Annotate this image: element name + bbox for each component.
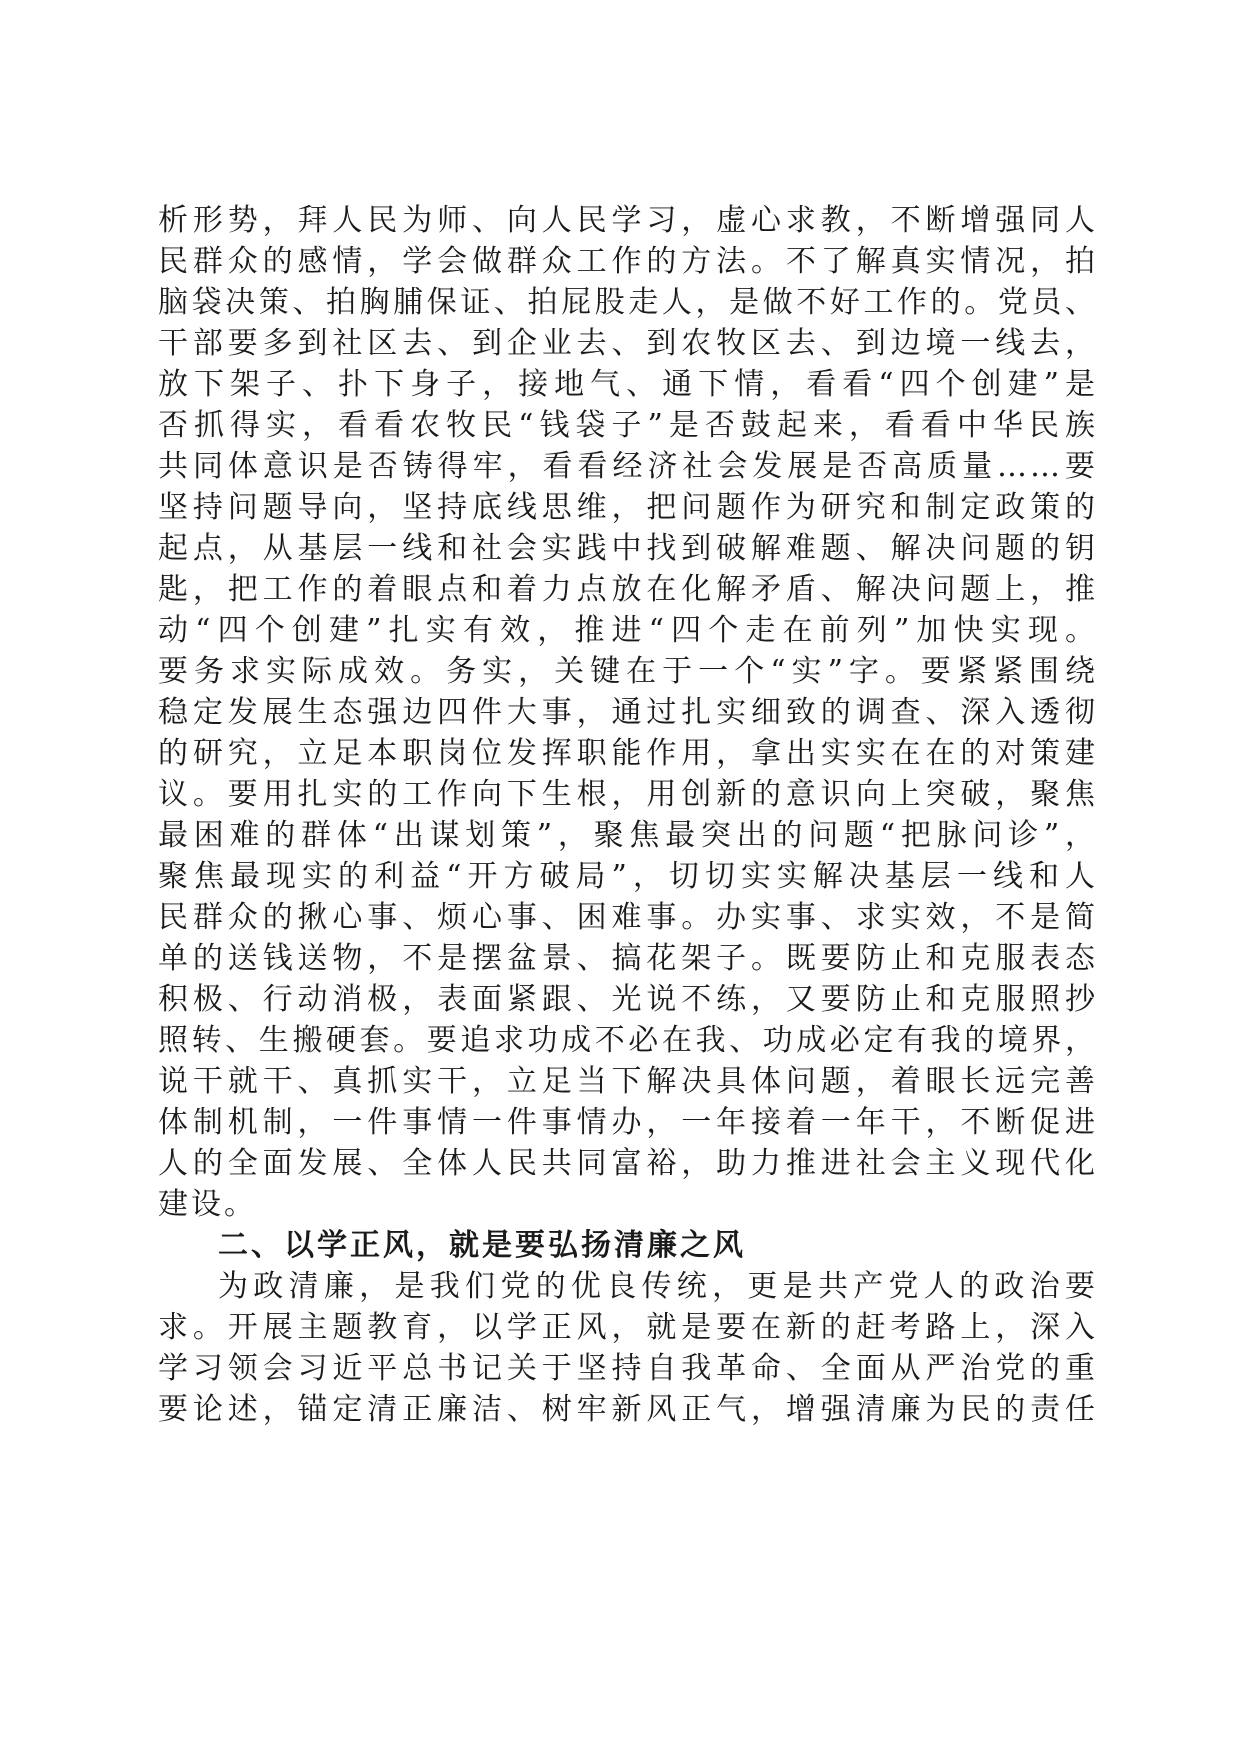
text-line: 干部要多到社区去、到企业去、到农牧区去、到边境一线去，	[158, 326, 1098, 361]
text-line: 否抓得实，看看农牧民“钱袋子”是否鼓起来，看看中华民族	[158, 408, 1098, 443]
text-line: 析形势，拜人民为师、向人民学习，虚心求教，不断增强同人	[158, 203, 1098, 238]
text-line: 要务求实际成效。务实，关键在于一个“实”字。要紧紧围绕	[158, 654, 1098, 689]
text-line: 稳定发展生态强边四件大事，通过扎实细致的调查、深入透彻	[158, 695, 1098, 730]
text-line: 匙，把工作的着眼点和着力点放在化解矛盾、解决问题上，推	[158, 572, 1098, 607]
text-line: 脑袋决策、拍胸脯保证、拍屁股走人，是做不好工作的。党员、	[158, 285, 1098, 320]
text-line: 说干就干、真抓实干，立足当下解决具体问题，着眼长远完善	[158, 1064, 1098, 1099]
text-line: 学习领会习近平总书记关于坚持自我革命、全面从严治党的重	[158, 1351, 1098, 1386]
text-line: 建设。	[158, 1187, 257, 1222]
text-line: 体制机制，一件事情一件事情办，一年接着一年干，不断促进	[158, 1105, 1098, 1140]
text-line: 单的送钱送物，不是摆盆景、搞花架子。既要防止和克服表态	[158, 941, 1098, 976]
text-line: 的研究，立足本职岗位发挥职能作用，拿出实实在在的对策建	[158, 736, 1098, 771]
text-line: 议。要用扎实的工作向下生根，用创新的意识向上突破，聚焦	[158, 777, 1098, 812]
text-line: 动“四个创建”扎实有效，推进“四个走在前列”加快实现。	[158, 613, 1098, 648]
text-line: 放下架子、扑下身子，接地气、通下情，看看“四个创建”是	[158, 367, 1098, 402]
text-line: 聚焦最现实的利益“开方破局”，切切实实解决基层一线和人	[158, 859, 1098, 894]
text-line: 起点，从基层一线和社会实践中找到破解难题、解决问题的钥	[158, 531, 1098, 566]
text-line: 积极、行动消极，表面紧跟、光说不练，又要防止和克服照抄	[158, 982, 1098, 1017]
section-heading: 二、以学正风，就是要弘扬清廉之风	[218, 1228, 746, 1263]
text-line: 人的全面发展、全体人民共同富裕，助力推进社会主义现代化	[158, 1146, 1098, 1181]
text-line: 共同体意识是否铸得牢，看看经济社会发展是否高质量……要	[158, 449, 1098, 484]
text-line: 求。开展主题教育，以学正风，就是要在新的赶考路上，深入	[158, 1310, 1098, 1345]
text-line: 照转、生搬硬套。要追求功成不必在我、功成必定有我的境界，	[158, 1023, 1098, 1058]
body-text	[158, 200, 1098, 1430]
text-line: 民群众的感情，学会做群众工作的方法。不了解真实情况，拍	[158, 244, 1098, 279]
text-line: 要论述，锚定清正廉洁、树牢新风正气，增强清廉为民的责任	[158, 1392, 1098, 1427]
text-line: 坚持问题导向，坚持底线思维，把问题作为研究和制定政策的	[158, 490, 1098, 525]
text-line: 最困难的群体“出谋划策”，聚焦最突出的问题“把脉问诊”，	[158, 818, 1098, 853]
text-line: 为政清廉，是我们党的优良传统，更是共产党人的政治要	[218, 1269, 1098, 1304]
text-line: 民群众的揪心事、烦心事、困难事。办实事、求实效，不是简	[158, 900, 1098, 935]
